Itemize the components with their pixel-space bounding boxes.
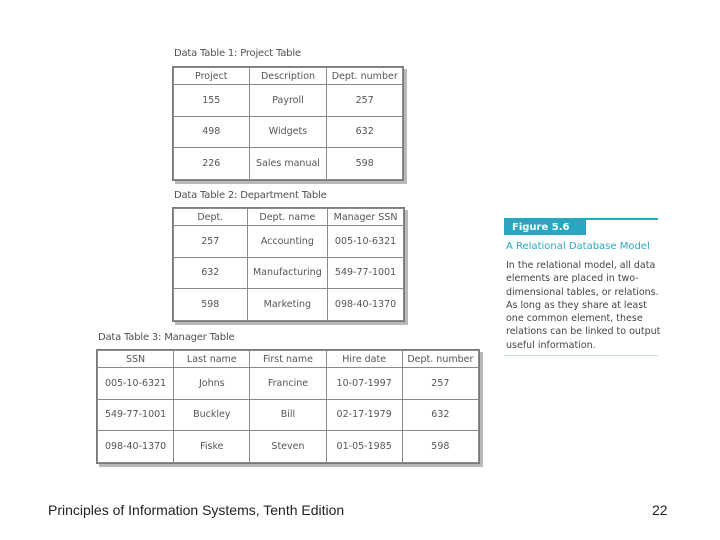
table-cell: Bill [250, 399, 326, 431]
table-row [98, 399, 479, 431]
table-cell: 01-05-1985 [326, 431, 402, 463]
table-cell: 498 [174, 116, 250, 148]
table-2-caption: Data Table 2: Department Table [174, 190, 327, 201]
figure-title: A Relational Database Model [506, 241, 650, 252]
table-header-row [174, 68, 403, 85]
table-cell: Steven [250, 431, 326, 463]
table-cell: Accounting [247, 226, 328, 258]
column-header: Dept. [174, 209, 248, 226]
table-3-caption: Data Table 3: Manager Table [98, 332, 235, 343]
table-header-row [174, 209, 404, 226]
table-cell: 598 [174, 289, 248, 321]
table-row [174, 257, 404, 289]
column-header: Description [249, 68, 327, 85]
table-row [98, 368, 479, 400]
table-cell: 005-10-6321 [98, 368, 174, 400]
table-cell: 005-10-6321 [328, 226, 404, 258]
table-cell: 257 [174, 226, 248, 258]
table-header-row [98, 351, 479, 368]
column-header: SSN [98, 351, 174, 368]
column-header: Dept. name [247, 209, 328, 226]
manager-table [96, 349, 480, 464]
table-row [98, 431, 479, 463]
table-cell: Widgets [249, 116, 327, 148]
figure-label: Figure 5.6 [504, 220, 586, 235]
table-cell: 632 [174, 257, 248, 289]
table-cell: 10-07-1997 [326, 368, 402, 400]
table-row [174, 85, 403, 117]
project-table [172, 66, 404, 181]
column-header: Hire date [326, 351, 402, 368]
table-cell: Francine [250, 368, 326, 400]
footer-book-title: Principles of Information Systems, Tenth Edition [48, 502, 345, 518]
table-cell: 098-40-1370 [98, 431, 174, 463]
table-cell: 226 [174, 148, 250, 180]
table-cell: Johns [174, 368, 250, 400]
page-number: 22 [652, 502, 668, 518]
table-cell: 598 [402, 431, 478, 463]
table-cell: Sales manual [249, 148, 327, 180]
table-cell: 155 [174, 85, 250, 117]
department-table [172, 207, 405, 322]
table-cell: 098-40-1370 [328, 289, 404, 321]
column-header: Last name [174, 351, 250, 368]
table-cell: 549-77-1001 [328, 257, 404, 289]
table-cell: Marketing [247, 289, 328, 321]
figure-description: In the relational model, all data elements are placed in two-dimensional tables, or relations. As long as they share at least one common element, these relations can be linked to output useful information. [506, 260, 661, 351]
table-cell: Buckley [174, 399, 250, 431]
table-cell: 257 [327, 85, 403, 117]
table-row [174, 116, 403, 148]
table-1-caption: Data Table 1: Project Table [174, 48, 301, 59]
column-header: First name [250, 351, 326, 368]
table-row [174, 289, 404, 321]
figure-bottom-rule [504, 355, 658, 356]
column-header: Project [174, 68, 250, 85]
table-row [174, 148, 403, 180]
table-cell: Payroll [249, 85, 327, 117]
table-cell: 02-17-1979 [326, 399, 402, 431]
column-header: Manager SSN [328, 209, 404, 226]
table-cell: 632 [402, 399, 478, 431]
table-cell: 549-77-1001 [98, 399, 174, 431]
table-row [174, 226, 404, 258]
table-cell: 257 [402, 368, 478, 400]
table-cell: 598 [327, 148, 403, 180]
table-cell: 632 [327, 116, 403, 148]
table-cell: Manufacturing [247, 257, 328, 289]
column-header: Dept. number [402, 351, 478, 368]
column-header: Dept. number [327, 68, 403, 85]
table-cell: Fiske [174, 431, 250, 463]
